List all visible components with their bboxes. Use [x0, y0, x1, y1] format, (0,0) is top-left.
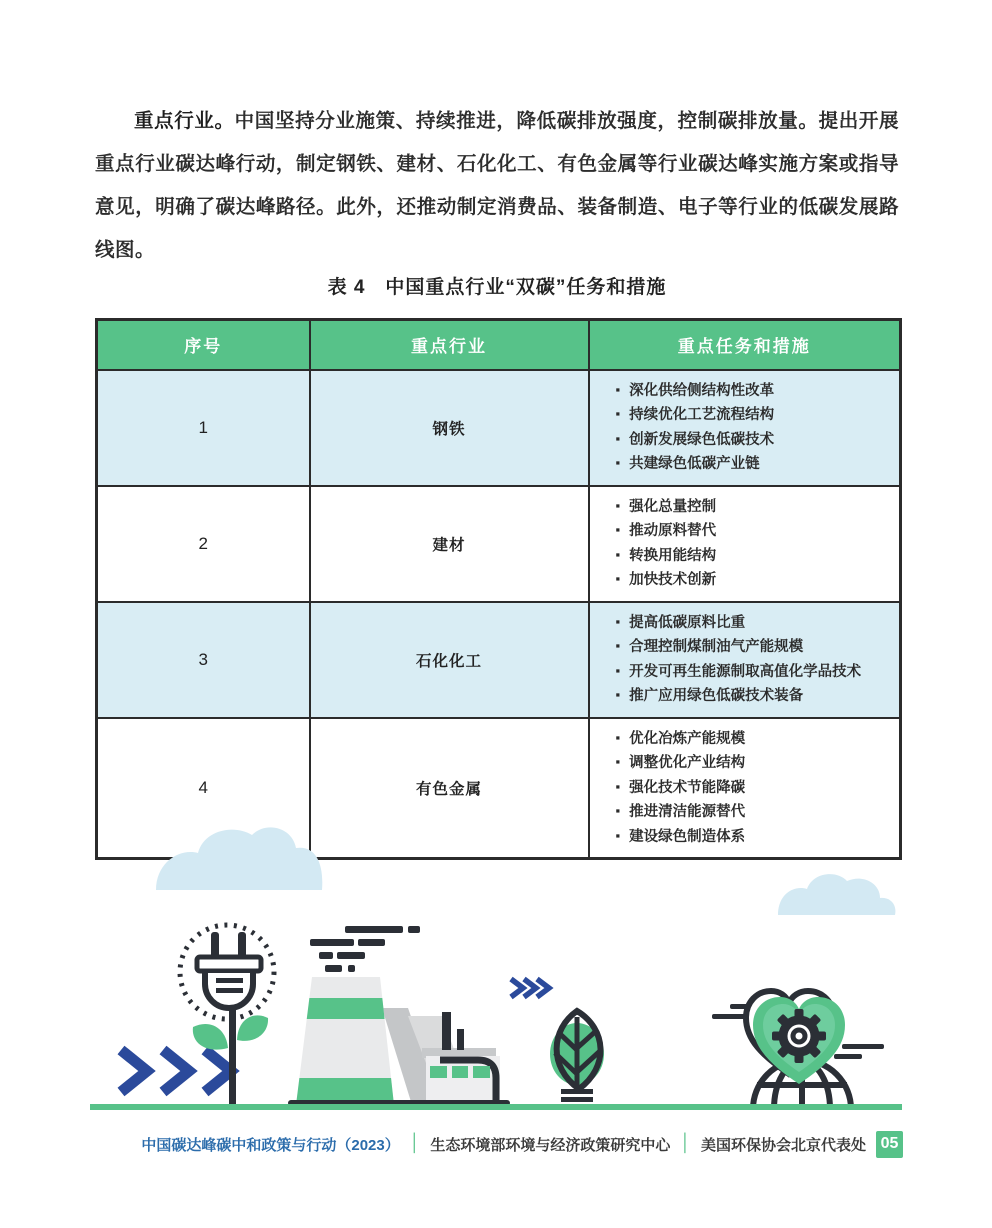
task-item: ▪ 建设绿色制造体系 [616, 825, 892, 850]
factory-icon [288, 926, 510, 1106]
cloud-icon [778, 874, 895, 915]
task-item: ▪ 强化总量控制 [616, 495, 892, 520]
cell-industry: 石化化工 [310, 602, 589, 718]
footer-org-2: 美国环保协会北京代表处 [700, 1136, 866, 1154]
footer-doc-title: 中国碳达峰碳中和政策与行动（2023） [141, 1136, 400, 1154]
task-item: ▪ 加快技术创新 [616, 568, 892, 593]
footer-separator: │ [680, 1133, 691, 1152]
task-item: ▪ 深化供给侧结构性改革 [616, 379, 892, 404]
heart-gear-globe-icon [712, 991, 884, 1109]
header-industry: 重点行业 [310, 320, 589, 370]
header-tasks: 重点任务和措施 [589, 320, 901, 370]
paragraph-body: 中国坚持分业施策、持续推进，降低碳排放强度，控制碳排放量。提出开展重点行业碳达峰行动，制定钢铁、建材、石化化工、有色金属等行业碳达峰实施方案或指导意见，明确了碳达峰路径。此外，还推动制定消费品、装备制造、电子等行业的低碳发展路线图。 [95, 110, 899, 261]
table-header-row [97, 320, 901, 370]
paragraph-lead: 重点行业。 [134, 110, 235, 132]
task-item: ▪ 强化技术节能降碳 [616, 776, 892, 801]
task-item: ▪ 创新发展绿色低碳技术 [616, 428, 892, 453]
dual-carbon-table [95, 318, 902, 860]
page-footer [0, 1129, 903, 1159]
cell-industry: 钢铁 [310, 370, 589, 486]
task-item: ▪ 转换用能结构 [616, 544, 892, 569]
cloud-icon [156, 827, 322, 890]
cell-tasks [589, 370, 901, 486]
task-item: ▪ 持续优化工艺流程结构 [616, 403, 892, 428]
chevron-arrows-icon [121, 1050, 231, 1092]
cell-tasks [589, 602, 901, 718]
table-title: 表 4 中国重点行业“双碳”任务和措施 [327, 277, 667, 298]
cell-no: 2 [97, 486, 310, 602]
cell-no: 3 [97, 602, 310, 718]
task-item: ▪ 优化冶炼产能规模 [616, 727, 892, 752]
table-row [97, 370, 901, 486]
eco-industry-illustration [90, 820, 902, 1110]
task-item: ▪ 推广应用绿色低碳技术装备 [616, 684, 892, 709]
table-container [95, 318, 899, 860]
task-item: ▪ 共建绿色低碳产业链 [616, 452, 892, 477]
cell-no: 4 [97, 718, 310, 859]
task-item: ▪ 推进清洁能源替代 [616, 800, 892, 825]
cell-industry: 建材 [310, 486, 589, 602]
chevron-arrows-icon [511, 979, 549, 997]
task-item: ▪ 开发可再生能源制取高值化学品技术 [616, 660, 892, 685]
task-item: ▪ 提高低碳原料比重 [616, 611, 892, 636]
table-row [97, 602, 901, 718]
intro-paragraph [95, 100, 899, 272]
page-number-badge: 05 [876, 1131, 903, 1158]
leaf-bulb-icon [550, 1011, 604, 1108]
task-item: ▪ 合理控制煤制油气产能规模 [616, 635, 892, 660]
footer-org-1: 生态环境部环境与经济政策研究中心 [430, 1136, 671, 1154]
cell-industry: 有色金属 [310, 718, 589, 859]
cell-tasks [589, 486, 901, 602]
ground-line [90, 1104, 902, 1110]
footer-separator: │ [409, 1133, 421, 1152]
table-row [97, 486, 901, 602]
header-no: 序号 [97, 320, 310, 370]
task-item: ▪ 调整优化产业结构 [616, 751, 892, 776]
task-item: ▪ 推动原料替代 [616, 519, 892, 544]
cell-no: 1 [97, 370, 310, 486]
